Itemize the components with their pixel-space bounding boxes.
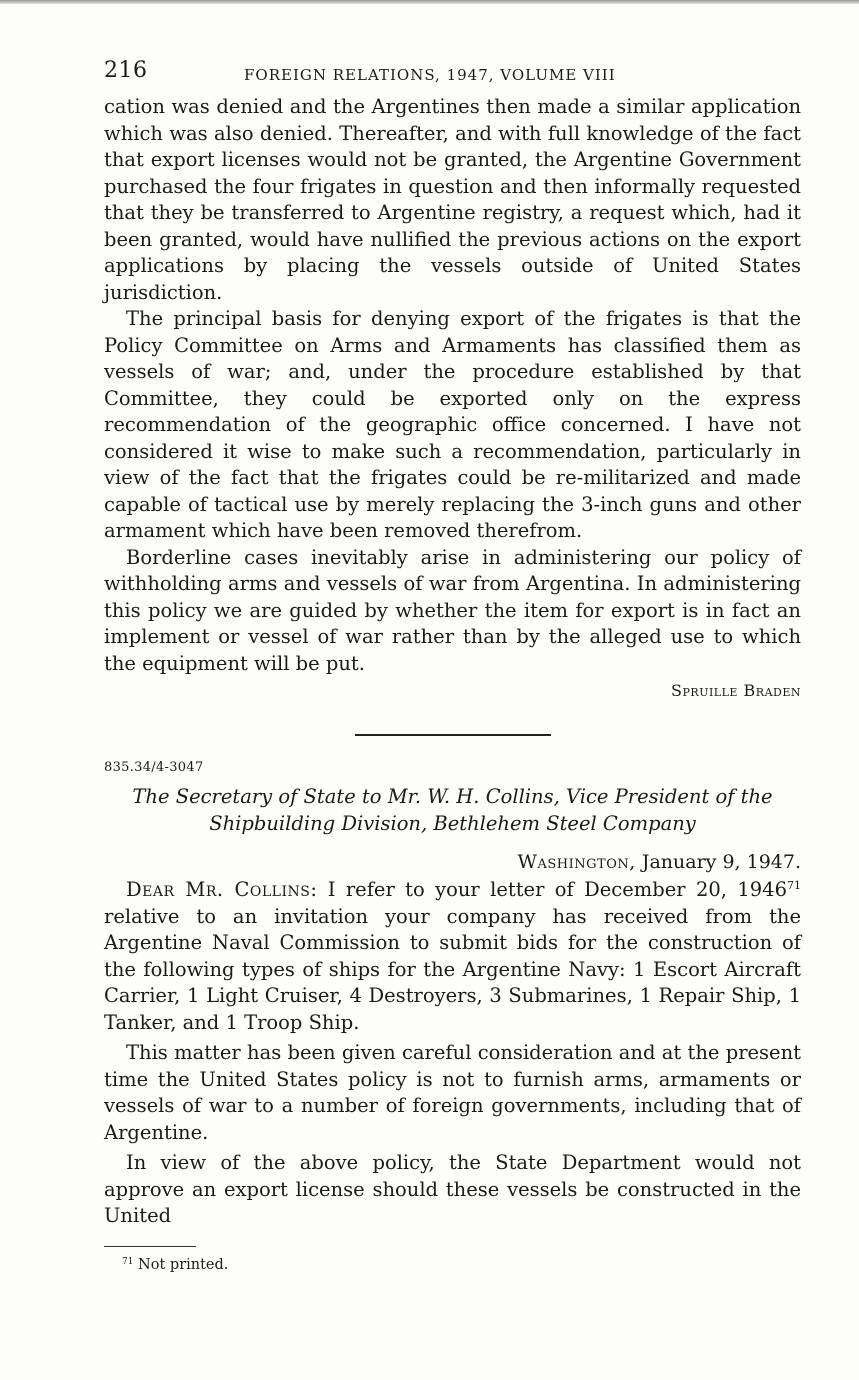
letter-paragraph-1-rest: relative to an invitation your company has received from the Argentine Naval Commission to submit bids for the construction of the following types of ships for the Argentine Navy: 1 Escort Aircraft Carrier, 1 Light Cruiser, 4 Destroyers, 3 Submarines, 1 Repair Ship, 1 Tanker, and 1 Troop Ship. xyxy=(104,904,801,1034)
footnote-rule xyxy=(104,1246,196,1247)
paragraph-continuation: cation was denied and the Argentines then made a similar application which was also denied. Thereafter, and with full knowledge of the fact that export licenses would not be granted, the Argentine Government purchased the four frigates in question and then informally requested that they be transferred to Argentine registry, a request which, had it been granted, would have nullified the previous actions on the export applications by placing the vessels outside of United States jurisdiction. xyxy=(104,95,801,304)
letter-paragraph-1-text: I refer to your letter of December 20, 1946 xyxy=(317,878,787,901)
page-number: 216 xyxy=(104,58,148,83)
footnote-reference: 71 xyxy=(786,879,801,892)
document-file-number: 835.34/4-3047 xyxy=(104,760,204,775)
document-page xyxy=(104,58,801,1273)
first-document-body xyxy=(104,94,801,677)
letter-paragraph-3: In view of the above policy, the State Department would not approve an export license should these vessels be constructed in the United xyxy=(104,1151,801,1227)
scan-top-edge xyxy=(0,0,859,4)
footnote xyxy=(122,1257,801,1273)
dateline-place: Washington, xyxy=(517,851,636,873)
footnote-text: Not printed. xyxy=(133,1256,229,1273)
footnote-marker: 71 xyxy=(122,1256,134,1267)
signature-braden: Spruille Braden xyxy=(671,681,801,700)
document-title-line-2: Shipbuilding Division, Bethlehem Steel Company xyxy=(209,812,696,835)
salutation: Dear Mr. Collins: xyxy=(126,878,318,901)
letter-body xyxy=(104,877,801,1230)
paragraph-borderline-cases: Borderline cases inevitably arise in administering our policy of withholding arms and vessels of war from Argentina. In administering this policy we are guided by whether the item for export is in fact an implement or vessel of war rather than by the alleged use to which the equipment will be put. xyxy=(104,545,801,675)
document-title xyxy=(104,783,801,837)
dateline xyxy=(104,851,801,873)
page-header xyxy=(104,58,801,94)
section-divider xyxy=(355,734,551,736)
running-title: FOREIGN RELATIONS, 1947, VOLUME VIII xyxy=(244,66,616,84)
paragraph-principal-basis: The principal basis for denying export of the frigates is that the Policy Committee on Arms and Armaments has classified them as vessels of war; and, under the procedure established by that Committee, they could be exported only on the express recommendation of the geographic office concerned. I have not considered it wise to make such a recommendation, particularly in view of the fact that the frigates could be re-militarized and made capable of tactical use by merely replacing the 3-inch guns and other armament which have been removed therefrom. xyxy=(104,307,801,542)
document-title-line-1: The Secretary of State to Mr. W. H. Collins, Vice President of the xyxy=(132,785,773,808)
letter-paragraph-2: This matter has been given careful consideration and at the present time the United States policy is not to furnish arms, armaments or vessels of war to a number of foreign governments, including that of Argentine. xyxy=(104,1041,801,1144)
dateline-date: January 9, 1947. xyxy=(635,851,801,873)
letter-paragraph-1 xyxy=(104,877,801,1036)
